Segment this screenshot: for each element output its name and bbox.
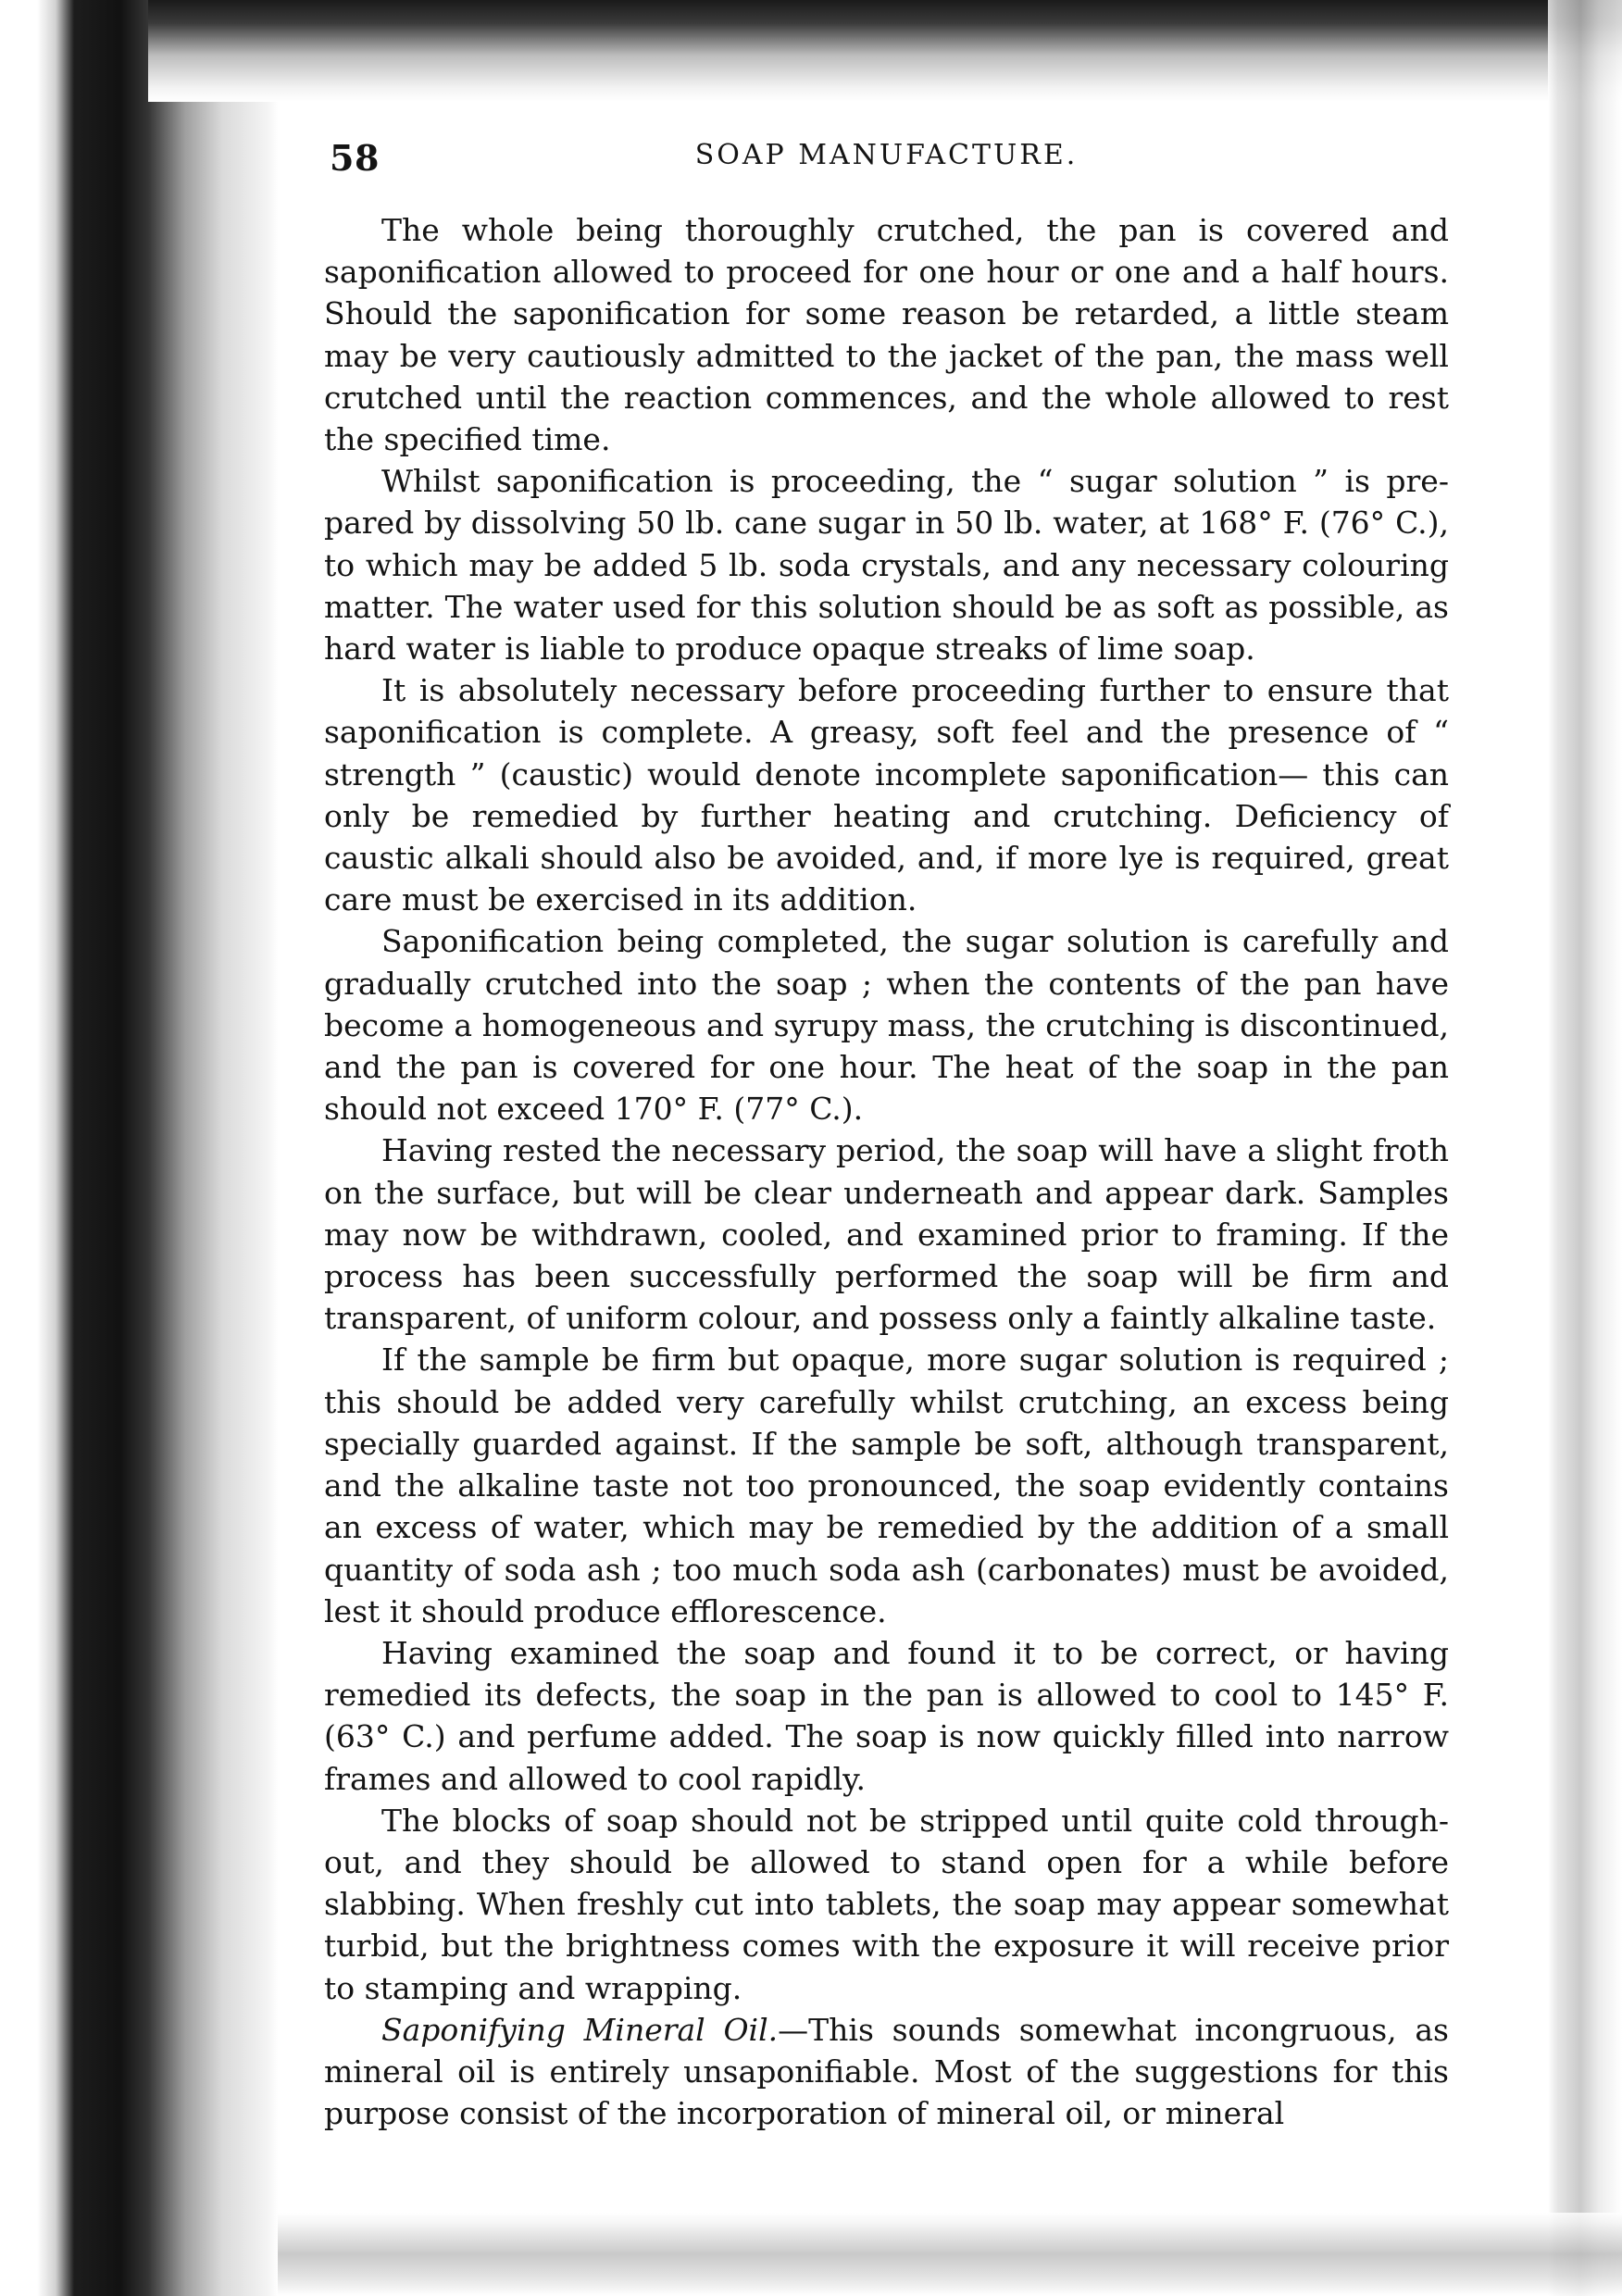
book-page — [324, 111, 1449, 2134]
paragraph-5: Having rested the necessary period, the soap will have a slight froth on the surface, but will be clear underneath and appear dark. Samples may now be withdrawn, cooled, and examined prior to framing. If the process has been successfully performed the soap will be firm and transparent, of uniform colour, and possess only a faintly alkaline taste. — [324, 1132, 1449, 1337]
section-heading-italic: Saponifying Mineral Oil. — [381, 2011, 779, 2048]
paragraph-1: The whole being thoroughly crutched, the pan is covered and saponification allowed to proceed for one hour or one and a half hours. Should the saponification for some reason be retarded, a little steam may be very cautiously admitted to the jacket of the pan, the mass well crutched until the reaction commences, and the whole allowed to rest the specified time. — [324, 212, 1449, 458]
paragraph-8: The blocks of soap should not be stripped until quite cold throughout, and they should be allowed to stand open for a while before slabbing. When freshly cut into tablets, the soap may appear somewhat turbid, but the brightness comes with the exposure it will receive prior to stamping and wrapping. — [324, 1802, 1449, 2006]
paragraph-9-text: —This sounds somewhat incongruous, as mineral oil is entirely unsaponifiable. Most of the suggestions for this purpose consist of the incorporation of mineral oil, or mineral — [324, 2011, 1449, 2132]
scan-bottom-edge — [278, 2213, 1622, 2296]
running-head: SOAP MANUFACTURE. — [694, 139, 1079, 171]
paragraph-3: It is absolutely necessary before proceeding further to ensure that saponification is complete. A greasy, soft feel and the presence of “ strength ” (caustic) would denote incomplete saponification— this can only be remedied by further heating and crutching. Deficiency of caustic alkali should also be avoided, and, if more lye is required, great care must be exercised in its addition. — [324, 672, 1449, 918]
scan-top-edge — [148, 0, 1622, 102]
paragraph-2: Whilst saponification is proceeding, the “ sugar solution ” is prepared by dissolving 50 lb. cane sugar in 50 lb. water, at 168° F. (76° C.), to which may be added 5 lb. soda crystals, and any necessary colouring matter. The water used for this solution should be as soft as possible, as hard water is liable to produce opaque streaks of lime soap. — [324, 463, 1449, 668]
paragraph-7: Having examined the soap and found it to be correct, or having remedied its defects, the soap in the pan is allowed to cool to 145° F. (63° C.) and perfume added. The soap is now quickly filled into narrow frames and allowed to cool rapidly. — [324, 1634, 1449, 1797]
paragraph-6: If the sample be firm but opaque, more sugar solution is required ; this should be added very carefully whilst crutching, an excess being specially guarded against. If the sample be soft, although transparent, and the alkaline taste not too pronounced, the soap evidently contains an excess of water, which may be remedied by the addition of a small quantity of soda ash ; too much soda ash (carbonates) must be avoided, lest it should produce efflorescence. — [324, 1341, 1449, 1629]
page-header — [324, 111, 1449, 185]
scan-right-edge — [1548, 0, 1622, 2296]
paragraph-4: Saponification being completed, the sugar solution is carefully and gradually crutched into the soap ; when the contents of the pan have become a homogeneous and syrupy mass, the crutching is discontinued, and the pan is covered for one hour. The heat of the soap in the pan should not exceed 170° F. (77° C.). — [324, 923, 1449, 1128]
paragraph-9 — [324, 2009, 1449, 2135]
page-number: 58 — [330, 137, 380, 179]
scan-left-edge — [0, 0, 278, 2296]
